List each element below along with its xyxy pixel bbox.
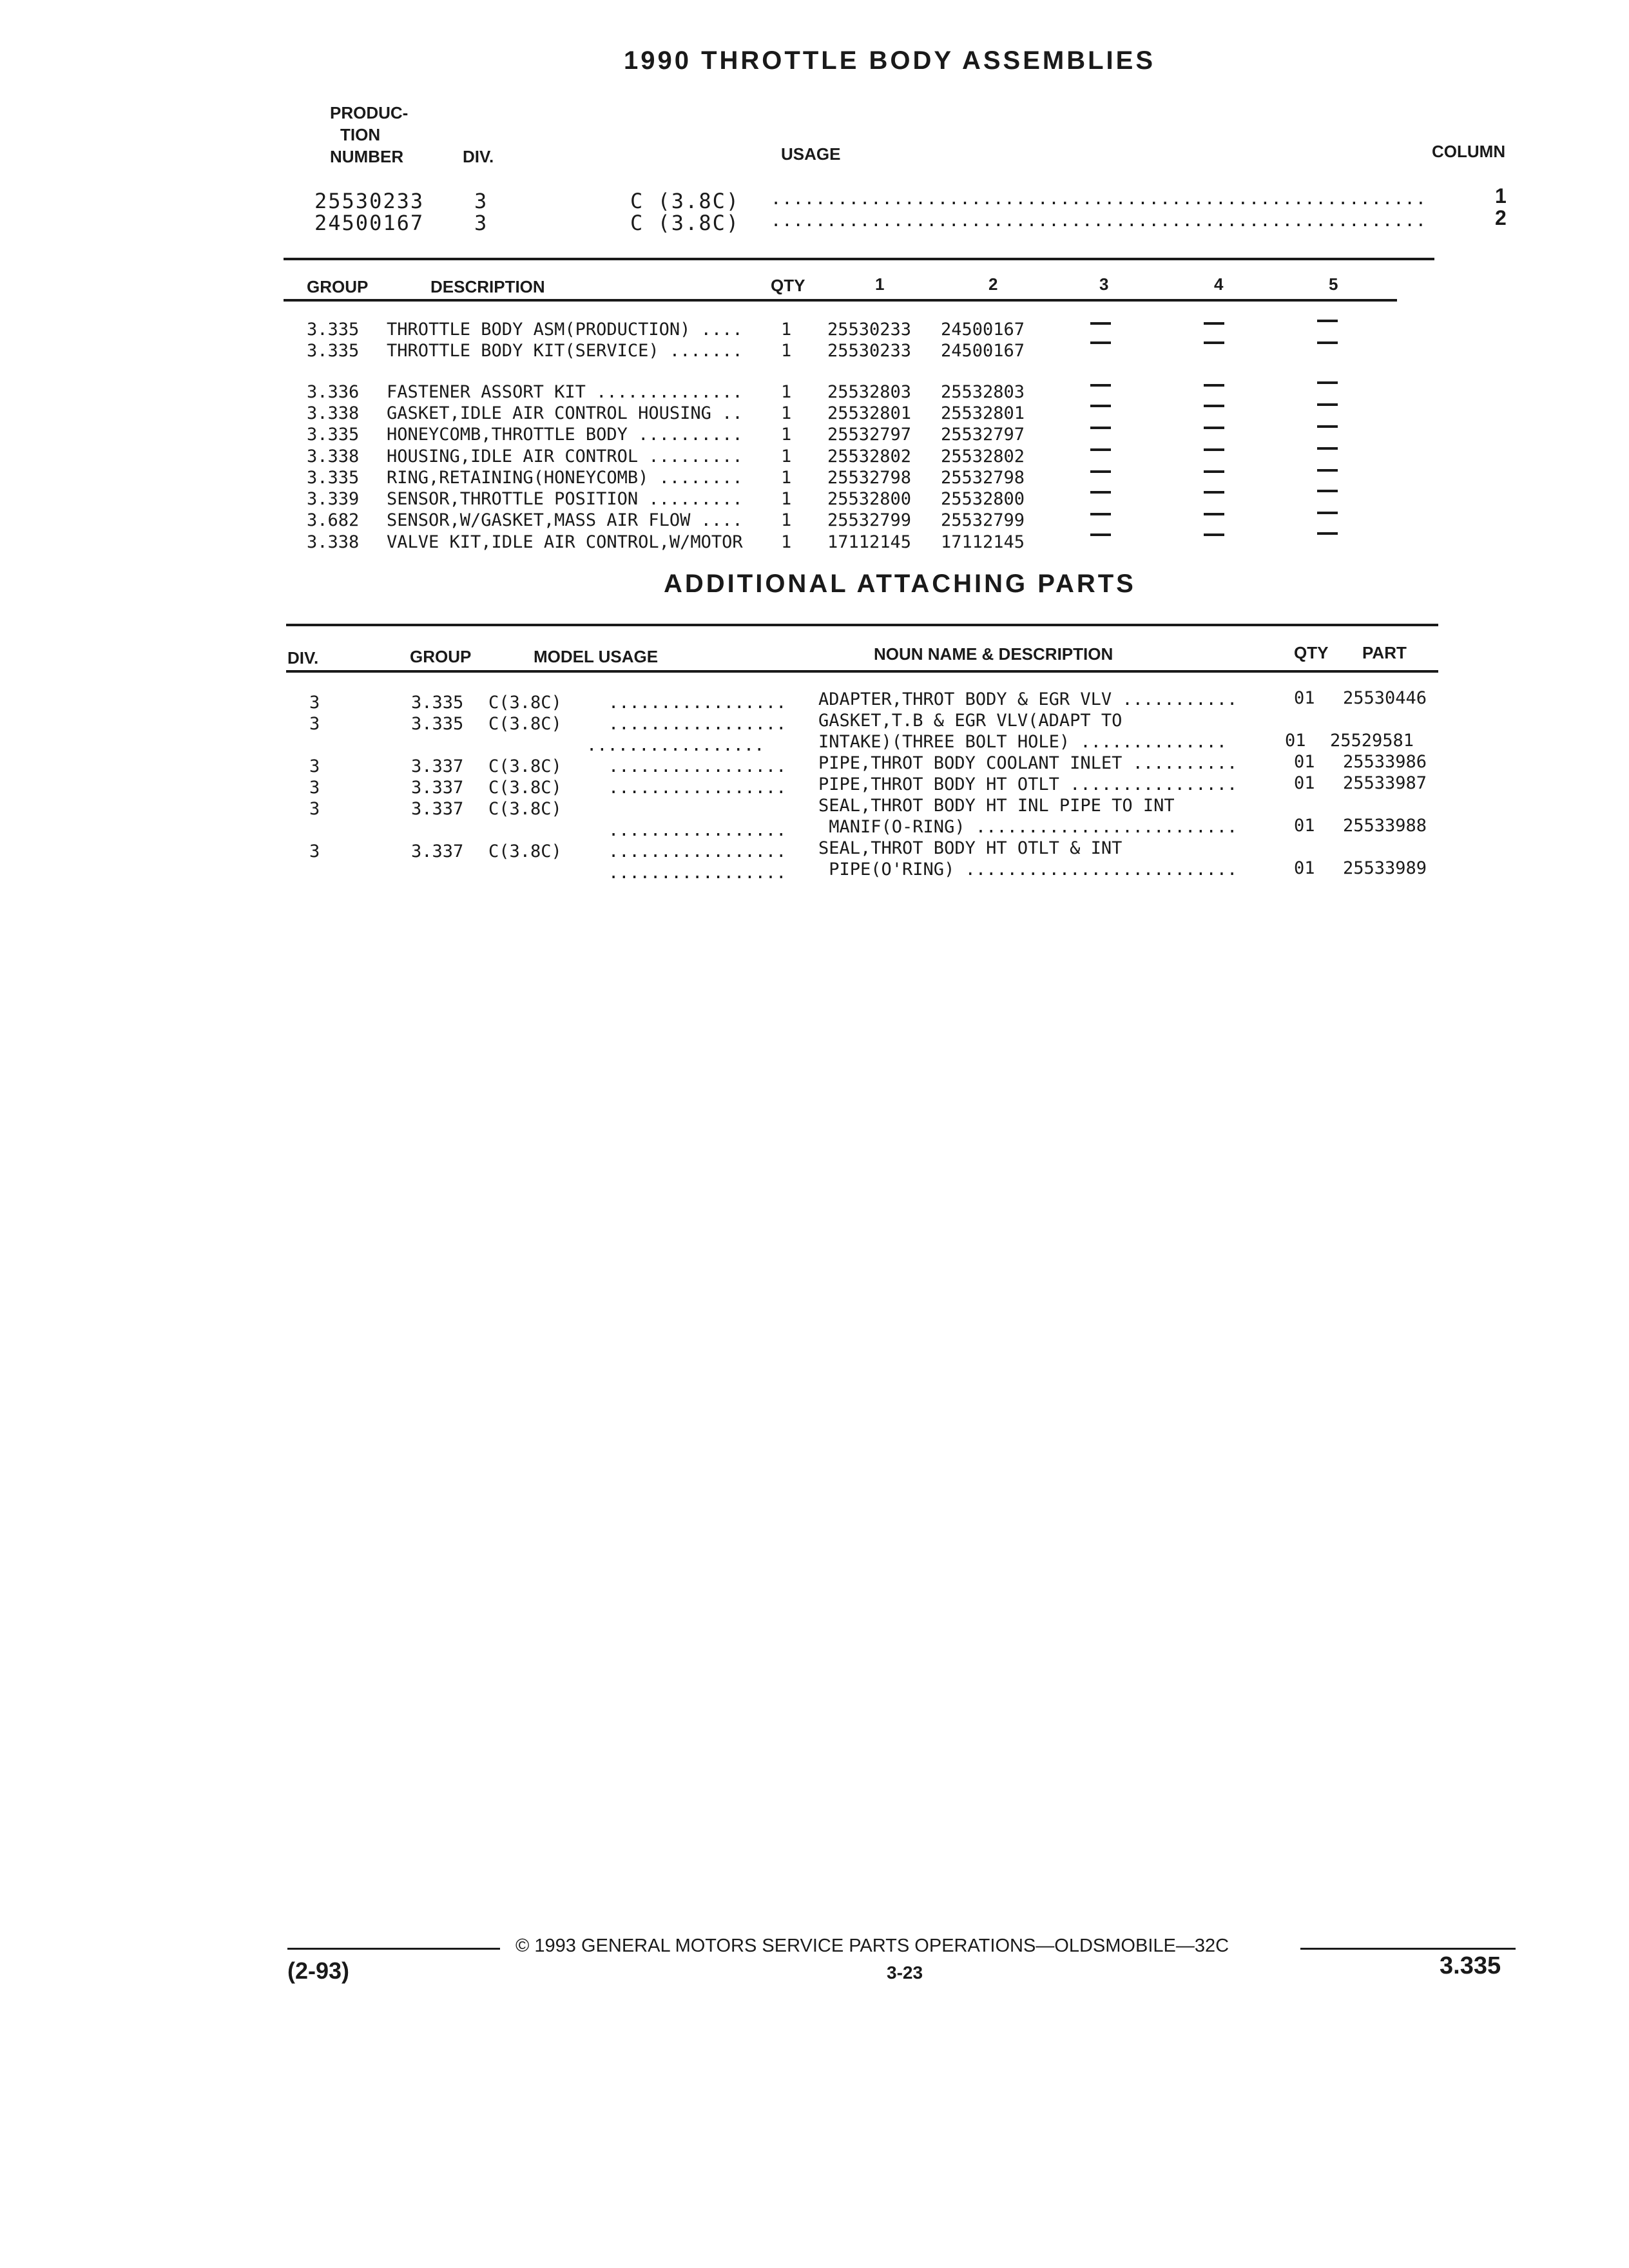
additional-row-5-div: 3: [309, 778, 320, 798]
additional-row-2-noun: GASKET,T.B & EGR VLV(ADAPT TO: [818, 711, 1123, 731]
empty-col3-r2: [1090, 341, 1111, 344]
additional-row-4-part: 25533986: [1343, 752, 1427, 772]
additional-row-5-model: C(3.8C): [488, 778, 562, 798]
empty-col5-r1: [1317, 320, 1338, 322]
parts-row-3-description: FASTENER ASSORT KIT ..............: [387, 382, 743, 402]
parts-row-3-col1: 25532803: [827, 382, 912, 402]
parts-row-4-col1: 25532801: [827, 403, 912, 423]
footer-copyright: © 1993 GENERAL MOTORS SERVICE PARTS OPERATIONS—OLDSMOBILE—32C: [516, 1936, 1229, 1956]
additional-row-1-qty: 01: [1294, 688, 1315, 708]
empty-col3-r4: [1090, 405, 1111, 407]
additional-header-group: GROUP: [410, 647, 472, 666]
additional-row-5-dots: .................: [608, 778, 787, 798]
additional-row-5-group: 3.337: [411, 778, 464, 798]
parts-row-8-group: 3.339: [307, 489, 360, 509]
empty-col5-r3: [1317, 381, 1338, 384]
parts-row-6-qty: 1: [781, 447, 792, 466]
additional-row-1-group: 3.335: [411, 693, 464, 713]
parts-row-9-col1: 25532799: [827, 510, 912, 530]
additional-row-7-noun: MANIF(O-RING) .........................: [818, 817, 1238, 837]
additional-header-model-usage: MODEL USAGE: [534, 647, 659, 666]
additional-row-4-group: 3.337: [411, 756, 464, 776]
additional-row-6-noun: SEAL,THROT BODY HT INL PIPE TO INT: [818, 796, 1175, 816]
parts-header-group: GROUP: [307, 277, 369, 296]
production-div-label: DIV.: [463, 147, 494, 166]
parts-header-col-1: 1: [875, 274, 885, 294]
additional-row-8-dots: .................: [608, 841, 787, 861]
parts-row-3-col2: 25532803: [941, 382, 1025, 402]
parts-row-10-qty: 1: [781, 532, 792, 552]
production-row-1-usage: C (3.8C): [630, 189, 740, 213]
empty-col4-r7: [1204, 470, 1224, 473]
additional-row-8-model: C(3.8C): [488, 841, 562, 861]
parts-row-8-description: SENSOR,THROTTLE POSITION .........: [387, 489, 743, 509]
parts-row-2-col1: 25530233: [827, 341, 912, 361]
empty-col4-r8: [1204, 491, 1224, 494]
additional-row-6-model: C(3.8C): [488, 799, 562, 819]
parts-row-5-col1: 25532797: [827, 425, 912, 445]
additional-row-3-part: 25529581: [1330, 731, 1414, 751]
parts-row-7-group: 3.335: [307, 468, 360, 488]
production-number-label-3: NUMBER: [330, 147, 404, 166]
parts-row-4-group: 3.338: [307, 403, 360, 423]
empty-col5-r8: [1317, 490, 1338, 492]
footer-page-number: 3-23: [887, 1963, 923, 1983]
parts-row-1-col1: 25530233: [827, 320, 912, 340]
page-title: 1990 THROTTLE BODY ASSEMBLIES: [624, 46, 1156, 75]
parts-row-1-qty: 1: [781, 320, 792, 340]
parts-row-7-qty: 1: [781, 468, 792, 488]
production-usage-label: USAGE: [781, 144, 841, 164]
additional-row-9-part: 25533989: [1343, 858, 1427, 878]
footer-rule-left: [287, 1948, 500, 1950]
footer-date-code: (2-93): [287, 1957, 350, 1984]
parts-row-6-description: HOUSING,IDLE AIR CONTROL .........: [387, 447, 743, 466]
empty-col4-r2: [1204, 341, 1224, 344]
additional-table-top-rule: [286, 624, 1438, 626]
empty-col4-r9: [1204, 513, 1224, 515]
empty-col5-r9: [1317, 512, 1338, 514]
production-row-1-column: 1: [1495, 184, 1507, 207]
parts-row-4-description: GASKET,IDLE AIR CONTROL HOUSING ..: [387, 403, 743, 423]
empty-col4-r3: [1204, 384, 1224, 387]
parts-row-7-col1: 25532798: [827, 468, 912, 488]
empty-col5-r10: [1317, 532, 1338, 535]
additional-row-4-model: C(3.8C): [488, 756, 562, 776]
additional-row-3-dots: .................: [586, 735, 765, 755]
parts-header-description: DESCRIPTION: [430, 277, 545, 296]
empty-col5-r2: [1317, 341, 1338, 344]
production-column-label: COLUMN: [1432, 142, 1506, 161]
parts-row-2-qty: 1: [781, 341, 792, 361]
parts-row-2-description: THROTTLE BODY KIT(SERVICE) .......: [387, 341, 743, 361]
additional-row-6-div: 3: [309, 799, 320, 819]
production-row-1-div: 3: [474, 189, 488, 213]
empty-col3-r10: [1090, 533, 1111, 536]
additional-row-4-dots: .................: [608, 756, 787, 776]
additional-row-4-div: 3: [309, 756, 320, 776]
parts-header-col-4: 4: [1214, 274, 1224, 294]
parts-row-9-description: SENSOR,W/GASKET,MASS AIR FLOW ....: [387, 510, 743, 530]
footer-section-number: 3.335: [1440, 1952, 1501, 1979]
empty-col5-r6: [1317, 447, 1338, 450]
empty-col4-r1: [1204, 322, 1224, 325]
parts-row-9-group: 3.682: [307, 510, 360, 530]
production-row-2-leader: ...........................................................: [771, 211, 1427, 231]
empty-col3-r3: [1090, 384, 1111, 387]
production-number-label-1: PRODUC-: [330, 103, 409, 122]
empty-col5-r5: [1317, 425, 1338, 428]
additional-row-4-qty: 01: [1294, 752, 1315, 772]
parts-row-1-col2: 24500167: [941, 320, 1025, 340]
empty-col3-r7: [1090, 470, 1111, 473]
parts-row-7-col2: 25532798: [941, 468, 1025, 488]
parts-row-6-col2: 25532802: [941, 447, 1025, 466]
parts-row-2-group: 3.335: [307, 341, 360, 361]
parts-row-5-description: HONEYCOMB,THROTTLE BODY ..........: [387, 425, 743, 445]
parts-row-10-col2: 17112145: [941, 532, 1025, 552]
empty-col3-r8: [1090, 491, 1111, 494]
parts-row-3-group: 3.336: [307, 382, 360, 402]
parts-row-4-col2: 25532801: [941, 403, 1025, 423]
empty-col4-r10: [1204, 533, 1224, 536]
additional-row-2-dots: .................: [608, 714, 787, 734]
production-row-2-number: 24500167: [314, 211, 425, 235]
parts-row-5-qty: 1: [781, 425, 792, 445]
parts-row-1-group: 3.335: [307, 320, 360, 340]
parts-row-2-col2: 24500167: [941, 341, 1025, 361]
additional-row-1-noun: ADAPTER,THROT BODY & EGR VLV ...........: [818, 689, 1238, 709]
additional-table-header-rule: [286, 670, 1438, 673]
additional-row-2-group: 3.335: [411, 714, 464, 734]
additional-row-7-qty: 01: [1294, 816, 1315, 836]
parts-row-5-col2: 25532797: [941, 425, 1025, 445]
production-row-2-column: 2: [1495, 206, 1507, 229]
parts-row-8-col1: 25532800: [827, 489, 912, 509]
additional-row-8-group: 3.337: [411, 841, 464, 861]
parts-row-6-group: 3.338: [307, 447, 360, 466]
parts-row-7-description: RING,RETAINING(HONEYCOMB) ........: [387, 468, 743, 488]
additional-row-7-dots: .................: [608, 820, 787, 840]
additional-header-part: PART: [1362, 643, 1407, 662]
additional-row-9-qty: 01: [1294, 858, 1315, 878]
parts-table-header-rule: [284, 299, 1397, 302]
parts-row-10-description: VALVE KIT,IDLE AIR CONTROL,W/MOTOR: [387, 532, 743, 552]
production-row-2-div: 3: [474, 211, 488, 235]
additional-row-8-div: 3: [309, 841, 320, 861]
additional-row-1-part: 25530446: [1343, 688, 1427, 708]
parts-row-4-qty: 1: [781, 403, 792, 423]
additional-row-6-group: 3.337: [411, 799, 464, 819]
empty-col4-r4: [1204, 405, 1224, 407]
parts-header-col-3: 3: [1099, 274, 1109, 294]
parts-header-col-2: 2: [988, 274, 998, 294]
parts-row-5-group: 3.335: [307, 425, 360, 445]
empty-col5-r7: [1317, 469, 1338, 472]
additional-row-3-qty: 01: [1285, 731, 1306, 751]
additional-row-2-model: C(3.8C): [488, 714, 562, 734]
empty-col3-r6: [1090, 448, 1111, 451]
additional-header-div: DIV.: [287, 648, 319, 668]
parts-header-qty: QTY: [771, 276, 805, 295]
production-number-label-2: TION: [340, 125, 381, 144]
parts-row-8-qty: 1: [781, 489, 792, 509]
additional-row-5-part: 25533987: [1343, 773, 1427, 793]
additional-parts-title: ADDITIONAL ATTACHING PARTS: [664, 570, 1136, 598]
parts-header-col-5: 5: [1329, 274, 1338, 294]
additional-row-5-qty: 01: [1294, 773, 1315, 793]
additional-header-noun: NOUN NAME & DESCRIPTION: [874, 644, 1113, 664]
additional-row-2-div: 3: [309, 714, 320, 734]
parts-row-3-qty: 1: [781, 382, 792, 402]
empty-col3-r9: [1090, 513, 1111, 515]
empty-col4-r6: [1204, 448, 1224, 451]
empty-col3-r1: [1090, 322, 1111, 325]
parts-row-10-col1: 17112145: [827, 532, 912, 552]
parts-row-10-group: 3.338: [307, 532, 360, 552]
empty-col5-r4: [1317, 403, 1338, 406]
parts-row-9-qty: 1: [781, 510, 792, 530]
additional-row-5-noun: PIPE,THROT BODY HT OTLT ................: [818, 774, 1238, 794]
additional-row-1-dots: .................: [608, 693, 787, 713]
additional-row-1-model: C(3.8C): [488, 693, 562, 713]
production-row-1-leader: ...........................................................: [771, 189, 1427, 209]
additional-row-8-noun: SEAL,THROT BODY HT OTLT & INT: [818, 838, 1123, 858]
footer-rule-right: [1300, 1948, 1516, 1950]
production-row-2-usage: C (3.8C): [630, 211, 740, 235]
parts-row-8-col2: 25532800: [941, 489, 1025, 509]
parts-row-9-col2: 25532799: [941, 510, 1025, 530]
additional-row-7-part: 25533988: [1343, 816, 1427, 836]
parts-row-6-col1: 25532802: [827, 447, 912, 466]
parts-row-1-description: THROTTLE BODY ASM(PRODUCTION) ....: [387, 320, 743, 340]
additional-row-4-noun: PIPE,THROT BODY COOLANT INLET ..........: [818, 753, 1238, 773]
additional-row-9-dots: .................: [608, 863, 787, 883]
parts-table-top-rule: [284, 258, 1434, 260]
empty-col3-r5: [1090, 427, 1111, 429]
production-row-1-number: 25530233: [314, 189, 425, 213]
additional-header-qty: QTY: [1294, 643, 1329, 662]
additional-row-9-noun: PIPE(O'RING) ..........................: [818, 860, 1238, 879]
empty-col4-r5: [1204, 427, 1224, 429]
additional-row-1-div: 3: [309, 693, 320, 713]
additional-row-3-noun: INTAKE)(THREE BOLT HOLE) ..............: [818, 732, 1227, 752]
